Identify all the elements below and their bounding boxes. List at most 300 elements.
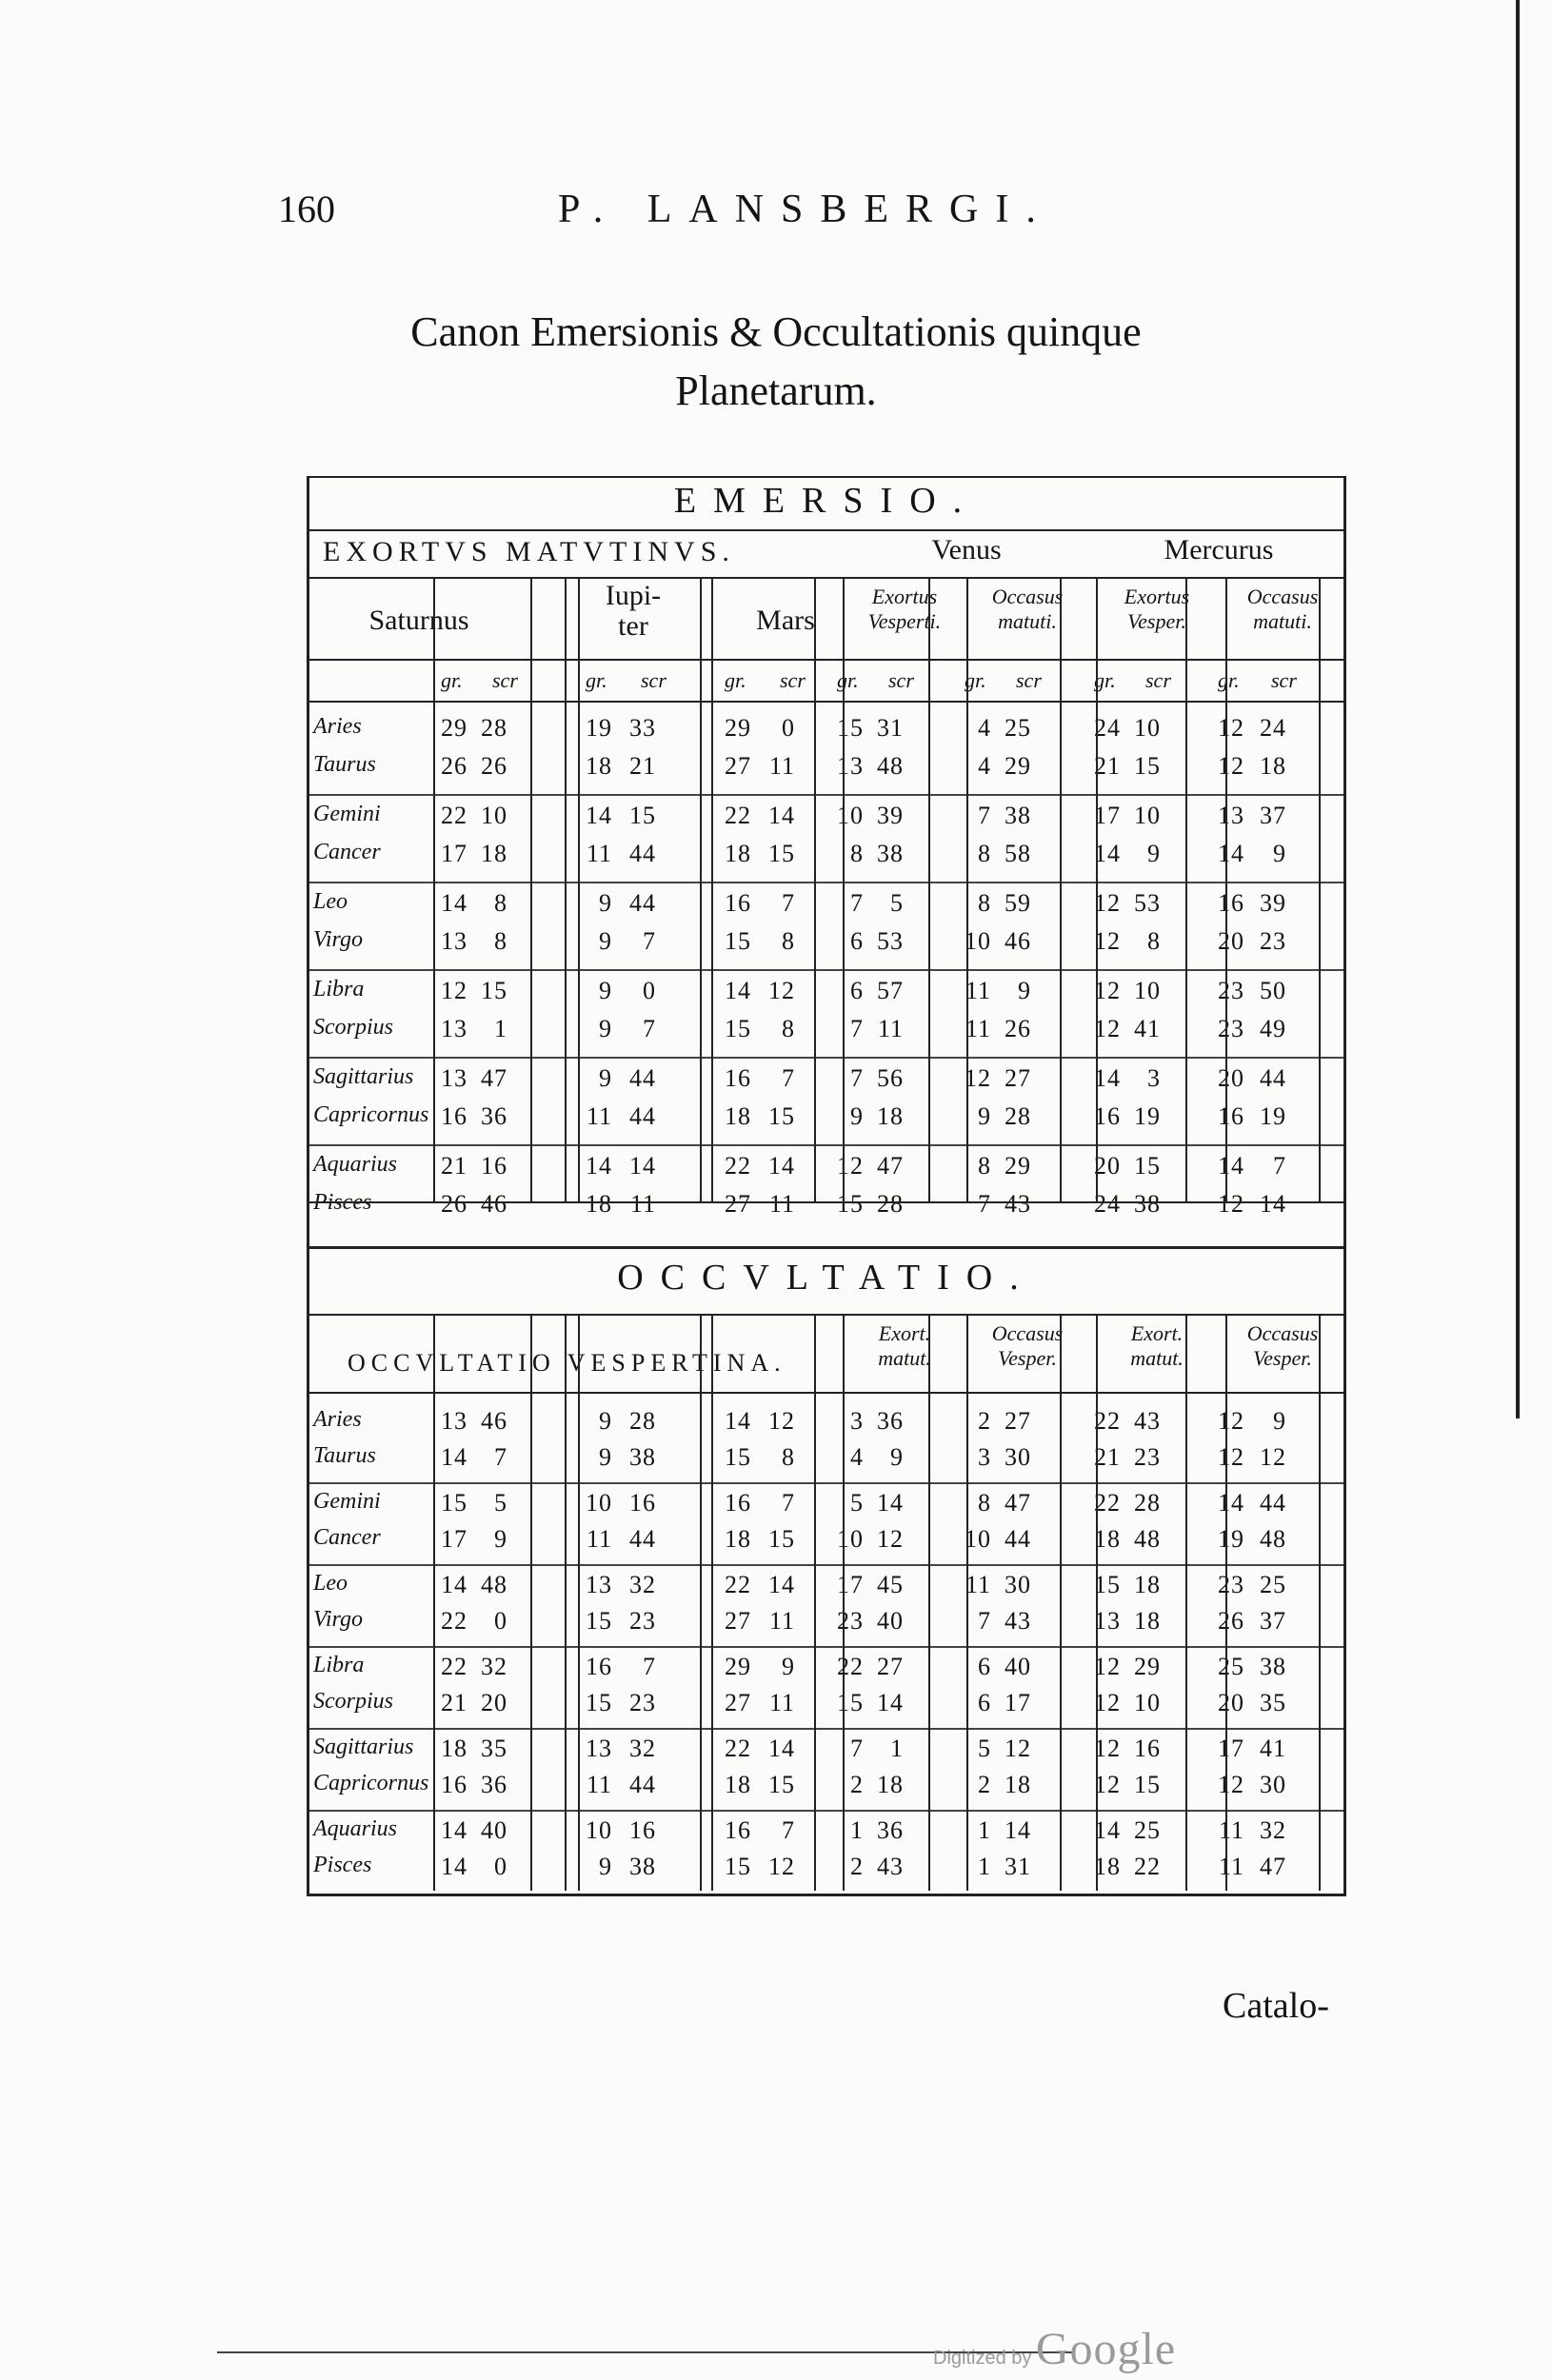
minutes-cell: 38 [877, 840, 904, 867]
unit-scr: scr [492, 668, 518, 692]
minutes-cell: 25 [1260, 1571, 1286, 1598]
minutes-cell: 7 [782, 889, 795, 917]
degrees-cell: 10 [837, 802, 864, 829]
minutes-cell: 23 [629, 1689, 656, 1716]
sign-label: Scorpius [313, 1015, 393, 1040]
unit-gr: gr. [837, 668, 859, 692]
degrees-cell: 16 [725, 1489, 751, 1517]
minutes-cell: 41 [1260, 1735, 1286, 1762]
minutes-cell: 39 [877, 802, 904, 829]
degrees-cell: 14 [441, 889, 468, 917]
degrees-cell: 23 [1218, 977, 1244, 1004]
minutes-cell: 53 [877, 927, 904, 955]
minutes-cell: 8 [782, 1443, 795, 1471]
sign-label: Libra [313, 1653, 365, 1677]
minutes-cell: 1 [890, 1735, 904, 1762]
degrees-cell: 27 [725, 1607, 751, 1635]
unit-scr: scr [1271, 668, 1297, 692]
minutes-cell: 15 [768, 1102, 795, 1130]
minutes-cell: 44 [629, 1064, 656, 1092]
degrees-cell: 8 [978, 1152, 991, 1180]
minutes-cell: 10 [1134, 1689, 1161, 1716]
minutes-cell: 14 [629, 1152, 656, 1180]
minutes-cell: 40 [481, 1816, 507, 1844]
degrees-cell: 23 [837, 1607, 864, 1635]
column-divider [1060, 1314, 1062, 1891]
minutes-cell: 8 [494, 927, 507, 955]
column-divider [1185, 577, 1187, 1201]
sub-line: Occasus [1246, 1321, 1319, 1345]
column-divider [578, 1314, 580, 1891]
degrees-cell: 8 [978, 889, 991, 917]
minutes-cell: 27 [877, 1653, 904, 1680]
minutes-cell: 10 [1134, 977, 1161, 1004]
minutes-cell: 19 [1134, 1102, 1161, 1130]
column-divider [1060, 577, 1062, 1201]
pair-divider [309, 1810, 1343, 1812]
column-divider [1225, 1314, 1227, 1891]
degrees-cell: 12 [1218, 1771, 1244, 1798]
column-divider [814, 1314, 816, 1891]
column-divider [843, 577, 845, 1201]
degrees-cell: 18 [725, 1771, 751, 1798]
column-divider [814, 577, 816, 1201]
pair-divider [309, 1646, 1343, 1648]
degrees-cell: 14 [725, 977, 751, 1004]
degrees-cell: 16 [441, 1102, 468, 1130]
minutes-cell: 1 [494, 1015, 507, 1042]
degrees-cell: 17 [837, 1571, 864, 1598]
minutes-cell: 39 [1260, 889, 1286, 917]
minutes-cell: 16 [1134, 1735, 1161, 1762]
minutes-cell: 9 [1273, 1407, 1286, 1435]
column-divider [711, 577, 713, 1201]
degrees-cell: 18 [586, 1190, 612, 1218]
degrees-cell: 18 [586, 752, 612, 780]
degrees-cell: 12 [1094, 1735, 1121, 1762]
degrees-cell: 7 [978, 1607, 991, 1635]
minutes-cell: 40 [1005, 1653, 1031, 1680]
mercurius-exort-matut-header [1100, 1321, 1214, 1371]
minutes-cell: 33 [629, 714, 656, 742]
sign-label: Sagittarius [313, 1735, 414, 1759]
degrees-cell: 9 [599, 1064, 612, 1092]
degrees-cell: 14 [1094, 1064, 1121, 1092]
degrees-cell: 12 [1094, 1653, 1121, 1680]
degrees-cell: 9 [599, 1015, 612, 1042]
minutes-cell: 12 [1005, 1735, 1031, 1762]
minutes-cell: 47 [877, 1152, 904, 1180]
minutes-cell: 5 [494, 1489, 507, 1517]
minutes-cell: 18 [1005, 1771, 1031, 1798]
sub-line: matuti. [1253, 609, 1312, 633]
minutes-cell: 9 [782, 1653, 795, 1680]
minutes-cell: 38 [629, 1443, 656, 1471]
minutes-cell: 48 [1260, 1525, 1286, 1553]
column-divider [578, 577, 580, 1201]
degrees-cell: 20 [1218, 1064, 1244, 1092]
degrees-cell: 22 [441, 802, 468, 829]
mercurius-occasus-matuti-header [1225, 585, 1340, 634]
degrees-cell: 12 [837, 1152, 864, 1180]
degrees-cell: 16 [1218, 889, 1244, 917]
minutes-cell: 14 [877, 1489, 904, 1517]
minutes-cell: 12 [768, 1853, 795, 1880]
minutes-cell: 9 [1147, 840, 1161, 867]
mercurius-exortus-vesper-header [1100, 585, 1214, 634]
degrees-cell: 2 [850, 1853, 864, 1880]
degrees-cell: 11 [586, 1525, 612, 1553]
jupiter-header-line-2: ter [618, 610, 648, 642]
minutes-cell: 43 [877, 1853, 904, 1880]
degrees-cell: 15 [725, 1443, 751, 1471]
unit-scr: scr [888, 668, 914, 692]
sub-line: Exortus [871, 585, 938, 608]
minutes-cell: 44 [629, 1771, 656, 1798]
minutes-cell: 41 [1134, 1015, 1161, 1042]
sub-line: Occasus [1246, 585, 1319, 608]
degrees-cell: 13 [586, 1735, 612, 1762]
unit-gr: gr. [586, 668, 607, 692]
minutes-cell: 21 [629, 752, 656, 780]
minutes-cell: 12 [768, 1407, 795, 1435]
degrees-cell: 22 [441, 1653, 468, 1680]
minutes-cell: 14 [768, 1152, 795, 1180]
degrees-cell: 14 [586, 802, 612, 829]
minutes-cell: 29 [1005, 752, 1031, 780]
emersio-title: EMERSIO. [673, 481, 980, 521]
minutes-cell: 49 [1260, 1015, 1286, 1042]
minutes-cell: 35 [1260, 1689, 1286, 1716]
running-head [0, 187, 1552, 244]
degrees-cell: 1 [850, 1816, 864, 1844]
minutes-cell: 44 [629, 889, 656, 917]
degrees-cell: 5 [850, 1489, 864, 1517]
column-divider [565, 1314, 567, 1891]
saturnus-header: Saturnus [368, 605, 469, 636]
column-divider [433, 577, 435, 1201]
minutes-cell: 14 [877, 1689, 904, 1716]
degrees-cell: 21 [1094, 752, 1121, 780]
minutes-cell: 48 [877, 752, 904, 780]
minutes-cell: 26 [1005, 1015, 1031, 1042]
degrees-cell: 17 [441, 1525, 468, 1553]
degrees-cell: 7 [850, 889, 864, 917]
minutes-cell: 44 [629, 1525, 656, 1553]
degrees-cell: 18 [1094, 1525, 1121, 1553]
unit-gr: gr. [1094, 668, 1116, 692]
running-title: P. LANSBERGI. [558, 188, 1053, 231]
degrees-cell: 9 [599, 977, 612, 1004]
degrees-cell: 26 [441, 1190, 468, 1218]
sub-line: Vesper. [1253, 1346, 1312, 1370]
degrees-cell: 22 [725, 802, 751, 829]
degrees-cell: 13 [441, 927, 468, 955]
minutes-cell: 32 [481, 1653, 507, 1680]
minutes-cell: 44 [1260, 1064, 1286, 1092]
venus-header: Venus [931, 534, 1002, 565]
pair-divider [309, 1057, 1343, 1059]
minutes-cell: 20 [481, 1689, 507, 1716]
degrees-cell: 22 [1094, 1407, 1121, 1435]
jupiter-header-line-1: Iupi- [605, 580, 662, 611]
pair-divider [309, 1144, 1343, 1146]
minutes-cell: 43 [1134, 1407, 1161, 1435]
minutes-cell: 15 [768, 840, 795, 867]
degrees-cell: 22 [1094, 1489, 1121, 1517]
degrees-cell: 17 [441, 840, 468, 867]
mercurius-header: Mercurus [1164, 534, 1274, 565]
minutes-cell: 16 [481, 1152, 507, 1180]
degrees-cell: 10 [586, 1816, 612, 1844]
minutes-cell: 10 [1134, 802, 1161, 829]
occultatio-vespertina-header: OCCVLTATIO VESPERTINA. [348, 1349, 786, 1377]
degrees-cell: 23 [1218, 1015, 1244, 1042]
minutes-cell: 15 [1134, 752, 1161, 780]
emersio-table [307, 476, 1346, 1249]
degrees-cell: 7 [978, 1190, 991, 1218]
degrees-cell: 10 [586, 1489, 612, 1517]
degrees-cell: 16 [441, 1771, 468, 1798]
pair-divider [309, 1482, 1343, 1484]
watermark-prefix: Digitized by [933, 2348, 1032, 2369]
sign-label: Aquarius [313, 1816, 398, 1841]
degrees-cell: 18 [1094, 1853, 1121, 1880]
sub-line: matuti. [998, 609, 1057, 633]
degrees-cell: 24 [1094, 714, 1121, 742]
minutes-cell: 32 [629, 1571, 656, 1598]
minutes-cell: 14 [768, 802, 795, 829]
degrees-cell: 29 [441, 714, 468, 742]
minutes-cell: 15 [768, 1771, 795, 1798]
degrees-cell: 20 [1094, 1152, 1121, 1180]
degrees-cell: 14 [586, 1152, 612, 1180]
minutes-cell: 53 [1134, 889, 1161, 917]
degrees-cell: 2 [978, 1771, 991, 1798]
sub-line: matut. [878, 1346, 931, 1370]
minutes-cell: 7 [782, 1816, 795, 1844]
venus-exort-matut-header [843, 1321, 966, 1371]
minutes-cell: 15 [629, 802, 656, 829]
degrees-cell: 15 [837, 1689, 864, 1716]
minutes-cell: 29 [1005, 1152, 1031, 1180]
minutes-cell: 9 [1273, 840, 1286, 867]
exortus-matutinus-header: EXORTVS MATVTINVS. [323, 536, 735, 567]
degrees-cell: 19 [1218, 1525, 1244, 1553]
sub-line: Occasus [991, 585, 1064, 608]
degrees-cell: 9 [599, 1853, 612, 1880]
minutes-cell: 8 [782, 927, 795, 955]
degrees-cell: 26 [1218, 1607, 1244, 1635]
minutes-cell: 11 [768, 1607, 795, 1635]
minutes-cell: 12 [877, 1525, 904, 1553]
minutes-cell: 11 [768, 1190, 795, 1218]
minutes-cell: 28 [481, 714, 507, 742]
unit-scr: scr [1016, 668, 1042, 692]
degrees-cell: 14 [725, 1407, 751, 1435]
degrees-cell: 11 [1218, 1816, 1244, 1844]
degrees-cell: 14 [1218, 1152, 1244, 1180]
degrees-cell: 20 [1218, 1689, 1244, 1716]
minutes-cell: 47 [1260, 1853, 1286, 1880]
degrees-cell: 5 [978, 1735, 991, 1762]
minutes-cell: 36 [877, 1816, 904, 1844]
minutes-cell: 36 [481, 1102, 507, 1130]
column-divider [433, 1314, 435, 1891]
minutes-cell: 18 [481, 840, 507, 867]
unit-gr: gr. [965, 668, 986, 692]
column-divider [843, 1314, 845, 1891]
column-divider [530, 577, 532, 1201]
minutes-cell: 28 [1005, 1102, 1031, 1130]
minutes-cell: 14 [768, 1571, 795, 1598]
degrees-cell: 11 [586, 1102, 612, 1130]
minutes-cell: 7 [494, 1443, 507, 1471]
minutes-cell: 16 [629, 1489, 656, 1517]
degrees-cell: 14 [1094, 840, 1121, 867]
degrees-cell: 16 [725, 1816, 751, 1844]
minutes-cell: 8 [782, 1015, 795, 1042]
degrees-cell: 13 [1218, 802, 1244, 829]
sub-line: Exort. [878, 1321, 931, 1345]
sign-label: Capricornus [313, 1102, 429, 1127]
degrees-cell: 8 [978, 840, 991, 867]
minutes-cell: 48 [1134, 1525, 1161, 1553]
minutes-cell: 50 [1260, 977, 1286, 1004]
minutes-cell: 38 [1134, 1190, 1161, 1218]
degrees-cell: 18 [725, 840, 751, 867]
degrees-cell: 12 [1094, 1771, 1121, 1798]
degrees-cell: 4 [978, 752, 991, 780]
unit-scr: scr [1145, 668, 1171, 692]
degrees-cell: 11 [586, 1771, 612, 1798]
minutes-cell: 15 [481, 977, 507, 1004]
pair-divider [309, 882, 1343, 883]
degrees-cell: 6 [850, 927, 864, 955]
minutes-cell: 8 [494, 889, 507, 917]
jupiter-header [567, 581, 700, 642]
degrees-cell: 13 [586, 1571, 612, 1598]
column-divider [966, 1314, 968, 1891]
degrees-cell: 15 [586, 1689, 612, 1716]
degrees-cell: 18 [441, 1735, 468, 1762]
minutes-cell: 0 [494, 1853, 507, 1880]
google-logo-text: Google [1035, 2324, 1177, 2374]
minutes-cell: 15 [1134, 1771, 1161, 1798]
minutes-cell: 46 [1005, 927, 1031, 955]
minutes-cell: 36 [877, 1407, 904, 1435]
column-divider [1096, 577, 1098, 1201]
sign-label: Libra [313, 977, 365, 1002]
minutes-cell: 45 [877, 1571, 904, 1598]
degrees-cell: 22 [837, 1653, 864, 1680]
minutes-cell: 32 [1260, 1816, 1286, 1844]
minutes-cell: 36 [481, 1771, 507, 1798]
minutes-cell: 23 [629, 1607, 656, 1635]
degrees-cell: 12 [1218, 752, 1244, 780]
pair-divider [309, 1564, 1343, 1566]
minutes-cell: 27 [1005, 1064, 1031, 1092]
degrees-cell: 8 [850, 840, 864, 867]
minutes-cell: 28 [1134, 1489, 1161, 1517]
degrees-cell: 15 [725, 927, 751, 955]
minutes-cell: 11 [629, 1190, 656, 1218]
column-divider [928, 577, 930, 1201]
pair-divider [309, 1728, 1343, 1730]
minutes-cell: 32 [629, 1735, 656, 1762]
degrees-cell: 9 [599, 927, 612, 955]
minutes-cell: 15 [768, 1525, 795, 1553]
degrees-cell: 9 [599, 1407, 612, 1435]
degrees-cell: 11 [965, 1571, 991, 1598]
minutes-cell: 14 [768, 1735, 795, 1762]
venus-exortus-vesperti-header [843, 585, 966, 634]
sub-line: Exortus [1124, 585, 1190, 608]
minutes-cell: 38 [1260, 1653, 1286, 1680]
degrees-cell: 3 [850, 1407, 864, 1435]
degrees-cell: 13 [837, 752, 864, 780]
minutes-cell: 57 [877, 977, 904, 1004]
minutes-cell: 18 [877, 1771, 904, 1798]
degrees-cell: 18 [725, 1102, 751, 1130]
minutes-cell: 10 [1134, 714, 1161, 742]
sign-label: Leo [313, 1571, 348, 1596]
minutes-cell: 43 [1005, 1607, 1031, 1635]
degrees-cell: 14 [1218, 1489, 1244, 1517]
minutes-cell: 44 [629, 840, 656, 867]
degrees-cell: 2 [978, 1407, 991, 1435]
degrees-cell: 9 [978, 1102, 991, 1130]
minutes-cell: 44 [629, 1102, 656, 1130]
degrees-cell: 22 [725, 1735, 751, 1762]
unit-gr: gr. [725, 668, 746, 692]
minutes-cell: 37 [1260, 802, 1286, 829]
minutes-cell: 11 [768, 1689, 795, 1716]
occultatio-title: OCCVLTATIO. [617, 1258, 1036, 1298]
column-divider [711, 1314, 713, 1891]
occultatio-table [307, 1249, 1346, 1896]
degrees-cell: 17 [1218, 1735, 1244, 1762]
minutes-cell: 11 [877, 1015, 904, 1042]
degrees-cell: 7 [978, 802, 991, 829]
degrees-cell: 13 [1094, 1607, 1121, 1635]
minutes-cell: 30 [1260, 1771, 1286, 1798]
degrees-cell: 10 [965, 927, 991, 955]
degrees-cell: 16 [1094, 1102, 1121, 1130]
minutes-cell: 17 [1005, 1689, 1031, 1716]
minutes-cell: 22 [1134, 1853, 1161, 1880]
degrees-cell: 9 [599, 1443, 612, 1471]
degrees-cell: 20 [1218, 927, 1244, 955]
minutes-cell: 14 [1005, 1816, 1031, 1844]
degrees-cell: 6 [850, 977, 864, 1004]
minutes-cell: 18 [1134, 1571, 1161, 1598]
column-divider [530, 1314, 532, 1891]
minutes-cell: 44 [1260, 1489, 1286, 1517]
unit-scr: scr [780, 668, 806, 692]
minutes-cell: 30 [1005, 1443, 1031, 1471]
minutes-cell: 7 [782, 1064, 795, 1092]
degrees-cell: 1 [978, 1853, 991, 1880]
minutes-cell: 47 [481, 1064, 507, 1092]
sign-label: Leo [313, 889, 348, 914]
minutes-cell: 11 [768, 752, 795, 780]
title-line-1: Canon Emersionis & Occultationis quinque [410, 308, 1142, 355]
minutes-cell: 10 [481, 802, 507, 829]
minutes-cell: 7 [1273, 1152, 1286, 1180]
degrees-cell: 13 [441, 1015, 468, 1042]
title-line-2: Planetarum. [675, 367, 877, 414]
